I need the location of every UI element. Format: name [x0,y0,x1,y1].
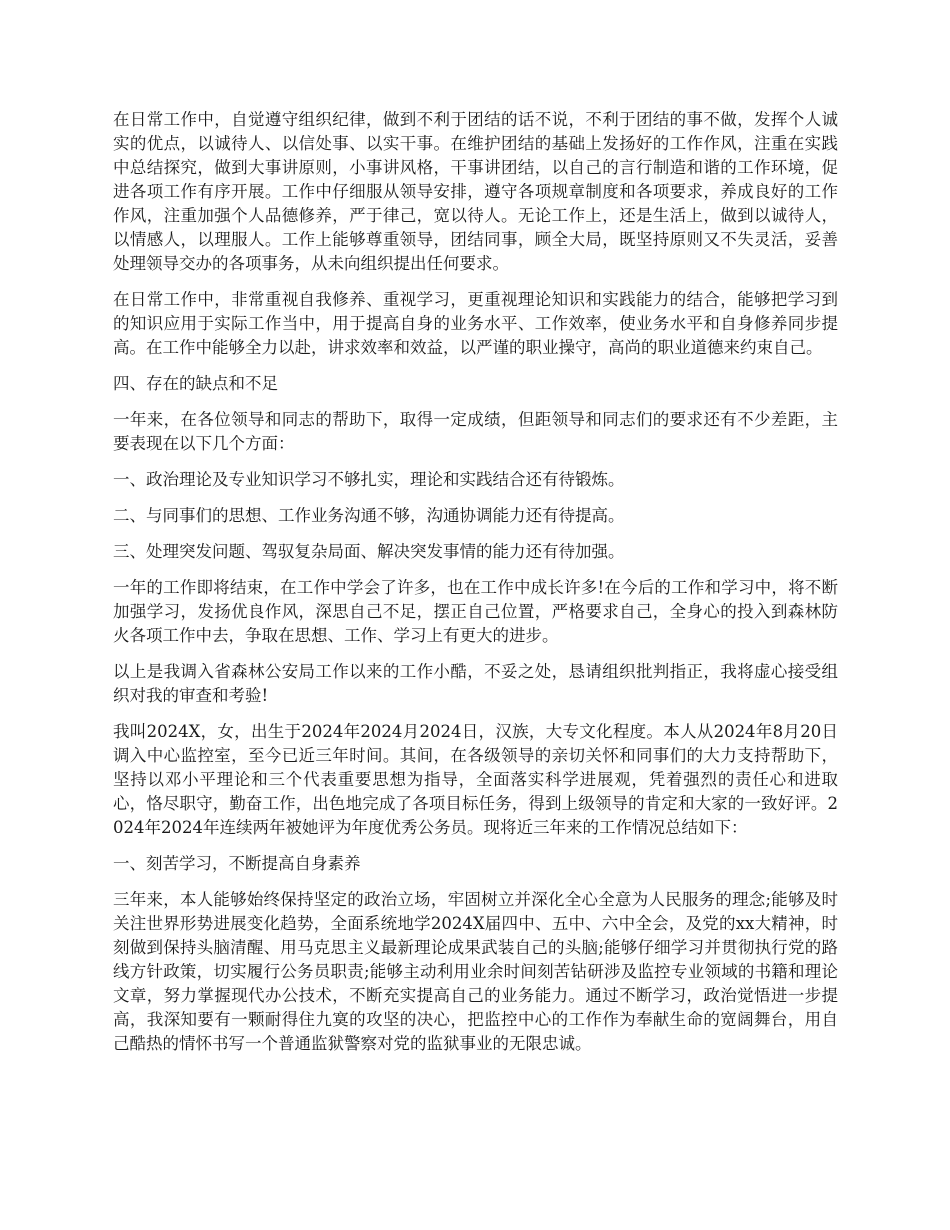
document-body [113,108,838,1056]
paragraph-personal-intro: 我叫2024X，女，出生于2024年2024月2024日，汉族，大专文化程度。本人从2024年8月20日调入中心监控室，至今已近三年时间。其间，在各级领导的亲切关怀和同事们的大力支持帮助下，坚持以邓小平理论和三个代表重要思想为指导，全面落实科学进展观，凭着强烈的责任心和进取心，恪尽职守，勤奋工作，出色地完成了各项目标任务，得到上级领导的肯定和大家的一致好评。2024年2024年连续两年被她评为年度优秀公务员。现将近三年来的工作情况总结如下： [113,722,838,837]
paragraph-closing-remark: 以上是我调入省森林公安局工作以来的工作小酷，不妥之处，恳请组织批判指正，我将虚心接受组织对我的审查和考验! [113,662,838,705]
list-item-shortcoming-3: 三、处理突发问题、驾驭复杂局面、解决突发事情的能力还有待加强。 [113,542,625,561]
paragraph-self-cultivation: 在日常工作中，非常重视自我修养、重视学习，更重视理论知识和实践能力的结合，能够把学习到的知识应用于实际工作当中，用于提高自身的业务水平、工作效率，使业务水平和自身修养同步提高。在工作中能够全力以赴，讲求效率和效益，以严谨的职业操守，高尚的职业道德来约束自己。 [113,290,838,357]
paragraph-shortcomings-intro: 一年来，在各位领导和同志的帮助下，取得一定成绩，但距领导和同志们的要求还有不少差距，主要表现在以下几个方面： [113,410,838,453]
paragraph-study-details: 三年来，本人能够始终保持坚定的政治立场，牢固树立并深化全心全意为人民服务的理念;能够及时关注世界形势进展变化趋势，全面系统地学2024X届四中、五中、六中全会，及党的xx大精神，时刻做到保持头脑清醒、用马克思主义最新理论成果武装自己的头脑;能够仔细学习并贯彻执行党的路线方针政策，切实履行公务员职责;能够主动利用业余时间刻苦钻研涉及监控专业领域的书籍和理论文章，努力掌握现代办公技术，不断充实提高自己的业务能力。通过不断学习，政治觉悟进一步提高，我深知要有一颗耐得住九寞的攻坚的决心，把监控中心的工作作为奉献生命的宽阔舞台，用自己酷热的情怀书写一个普通监狱警察对党的监狱事业的无限忠诚。 [113,890,838,1053]
paragraph-unity-discipline: 在日常工作中，自觉遵守组织纪律，做到不利于团结的话不说，不利于团结的事不做，发挥个人诚实的优点，以诚待人、以信处事、以实干事。在维护团结的基础上发扬好的工作作风，注重在实践中总结探究，做到大事讲原则，小事讲风格，干事讲团结，以自己的言行制造和谐的工作环境，促进各项工作有序开展。工作中仔细服从领导安排，遵守各项规章制度和各项要求，养成良好的工作作风，注重加强个人品德修养，严于律己，宽以待人。无论工作上，还是生活上，做到以诚待人，以情感人，以理服人。工作上能够尊重领导，团结同事，顾全大局，既坚持原则又不失灵活，妥善处理领导交办的各项事务，从未向组织提出任何要求。 [113,110,838,273]
paragraph-year-end-outlook: 一年的工作即将结束，在工作中学会了许多，也在工作中成长许多!在今后的工作和学习中，将不断加强学习，发扬优良作风，深思自己不足，摆正自己位置，严格要求自己，全身心的投入到森林防火各项工作中去，争取在思想、工作、学习上有更大的进步。 [113,578,838,645]
list-item-shortcoming-2: 二、与同事们的思想、工作业务沟通不够，沟通协调能力还有待提高。 [113,506,625,525]
section-heading-study: 一、刻苦学习，不断提高自身素养 [113,854,361,873]
list-item-shortcoming-1: 一、政治理论及专业知识学习不够扎实，理论和实践结合还有待锻炼。 [113,470,625,489]
section-heading-shortcomings: 四、存在的缺点和不足 [113,374,278,393]
